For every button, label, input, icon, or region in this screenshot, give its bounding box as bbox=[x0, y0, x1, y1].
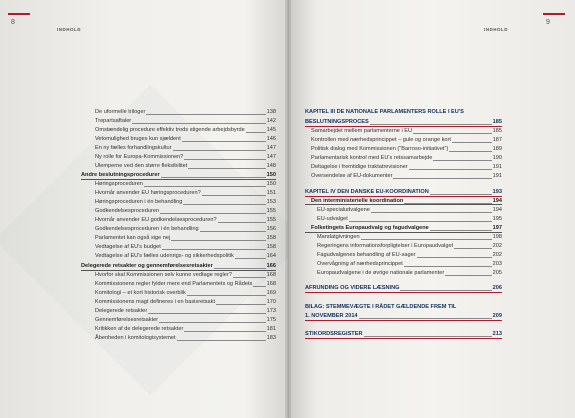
running-head: INDHOLD bbox=[57, 27, 81, 32]
toc-entry bbox=[305, 174, 502, 180]
toc-entry bbox=[81, 309, 276, 315]
toc-leader-line bbox=[452, 142, 492, 143]
toc-entry bbox=[305, 138, 502, 144]
toc-leader-line bbox=[214, 268, 266, 269]
toc-entry-page: 181 bbox=[266, 326, 276, 332]
toc-leader-line bbox=[148, 313, 265, 314]
toc-leader-line bbox=[449, 151, 491, 152]
toc-entry-title: Kommissionens regler fylder mere end Parlamentets og Rådets bbox=[95, 281, 253, 287]
toc-entry-title: Fagudvalgenes behandling af EU-sager bbox=[317, 252, 416, 258]
toc-entry-title: De uformelle triloger bbox=[95, 109, 146, 115]
toc-entry-title: Godkendelsesproceduren i én behandling bbox=[95, 226, 199, 232]
toc-entry bbox=[81, 227, 276, 233]
toc-entry-title: EU-udvalget bbox=[317, 216, 348, 222]
toc-entry-page: 206 bbox=[492, 285, 502, 291]
toc-leader-line bbox=[235, 258, 266, 259]
toc-entry bbox=[81, 209, 276, 215]
toc-entry-page: 150 bbox=[266, 181, 276, 187]
toc-entry-title: Regeringens informationsforpligtelser i Europaudvalget bbox=[317, 243, 454, 249]
toc-entry-title: Ulemperne ved den større fleksibilitet bbox=[95, 163, 188, 169]
toc-entry-title: KAPITEL III DE NATIONALE PARLAMENTERS ROLLE I EU'S bbox=[305, 109, 464, 115]
toc-leader-line bbox=[409, 169, 492, 170]
toc-leader-line bbox=[393, 178, 491, 179]
toc-entry-page: 193 bbox=[492, 189, 502, 195]
toc-entry-page: 202 bbox=[492, 243, 502, 249]
toc-entry-page: 195 bbox=[492, 216, 502, 222]
toc-leader-line bbox=[183, 204, 265, 205]
toc-entry-page: 190 bbox=[492, 155, 502, 161]
toc-entry bbox=[81, 327, 276, 333]
toc-leader-line bbox=[202, 195, 266, 196]
toc-entry bbox=[81, 146, 276, 152]
toc-leader-line bbox=[188, 168, 265, 169]
toc-entry-title: Politisk dialog med Kommissionen ("Barroso-initiativet") bbox=[311, 146, 449, 152]
toc-entry-title: Godkendelsesproceduren bbox=[95, 208, 160, 214]
toc-entry-title: BESLUTNINGSPROCES bbox=[305, 119, 369, 125]
toc-entry-title: Høringsproceduren bbox=[95, 181, 143, 187]
toc-entry-title: Vetomulighed bruges kun sjældent bbox=[95, 136, 181, 142]
toc-entry-title: Gennemførelsesretsakter bbox=[95, 317, 159, 323]
toc-entry-page: 168 bbox=[266, 272, 276, 278]
page-number: 8 bbox=[11, 19, 15, 26]
toc-entry-title: Samarbejdet mellem parlamenterne i EU bbox=[311, 128, 413, 134]
toc-entry bbox=[81, 300, 276, 306]
toc-entry-page: 209 bbox=[492, 313, 502, 319]
toc-entry-title: Europaudvalgene i de øvrige nationale parlamenter bbox=[317, 270, 445, 276]
toc-entry bbox=[81, 128, 276, 134]
toc-entry bbox=[305, 271, 502, 277]
toc-entry-page: 194 bbox=[492, 198, 502, 204]
toc-entry-title: 1. NOVEMBER 2014 bbox=[305, 313, 358, 319]
toc-entry bbox=[305, 147, 502, 153]
toc-entry-page: 203 bbox=[492, 261, 502, 267]
toc-entry-page: 158 bbox=[266, 244, 276, 250]
toc-entry bbox=[81, 218, 276, 224]
toc-entry-page: 175 bbox=[266, 317, 276, 323]
toc-entry-page: 153 bbox=[266, 199, 276, 205]
toc-rule bbox=[305, 232, 502, 233]
toc-entry-title: STIKORDSREGISTER bbox=[305, 331, 363, 337]
toc-entry-page: 213 bbox=[492, 331, 502, 337]
toc-entry-title: Parlamentarisk kontrol med EU's retssamarbejde bbox=[311, 155, 433, 161]
toc-leader-line bbox=[184, 331, 265, 332]
toc-leader-line bbox=[184, 159, 265, 160]
toc-entry-title: Vedtagelse af EU's budget bbox=[95, 244, 161, 250]
toc-entry-page: 142 bbox=[266, 118, 276, 124]
toc-entry-page: 168 bbox=[266, 281, 276, 287]
toc-entry bbox=[305, 226, 502, 232]
toc-entry-title: Deltagelse i fremtidige traktatrevisioner bbox=[311, 164, 408, 170]
toc-entry-title: Kommissionens magt defineres i en basisretsakt bbox=[95, 299, 216, 305]
toc-entry bbox=[305, 129, 502, 135]
toc-entry bbox=[81, 254, 276, 260]
toc-entry-title: Overvågning af nærhedsprincippet bbox=[317, 261, 403, 267]
toc-leader-line bbox=[359, 318, 492, 319]
toc-entry bbox=[81, 273, 276, 279]
toc-entry-title: Hvornår anvender EU godkendelsesproceduren? bbox=[95, 217, 217, 223]
page-number: 9 bbox=[546, 19, 550, 26]
toc-entry-page: 189 bbox=[492, 146, 502, 152]
toc-entry bbox=[305, 217, 502, 223]
toc-entry bbox=[81, 264, 276, 270]
toc-entry bbox=[305, 110, 502, 116]
toc-rule bbox=[81, 270, 276, 271]
toc-entry-page: 197 bbox=[492, 225, 502, 231]
toc-entry-page: 156 bbox=[266, 226, 276, 232]
toc-entry-title: Vedtagelse af EU's fælles udenrigs- og sikkerhedspolitik bbox=[95, 253, 234, 259]
toc-entry bbox=[81, 282, 276, 288]
toc-entry bbox=[81, 182, 276, 188]
toc-entry-page: 164 bbox=[266, 253, 276, 259]
toc-leader-line bbox=[433, 160, 491, 161]
toc-entry-page: 148 bbox=[266, 163, 276, 169]
toc-leader-line bbox=[160, 213, 266, 214]
toc-leader-line bbox=[430, 194, 492, 195]
toc-entry-title: Åbenheden i komitologisystemet bbox=[95, 335, 176, 341]
toc-leader-line bbox=[233, 277, 266, 278]
toc-entry bbox=[305, 235, 502, 241]
toc-rule bbox=[305, 338, 502, 339]
toc-entry-title: Delegerede retsakter og gennemførelsesretsakter bbox=[81, 263, 213, 269]
toc-entry-title: Andre beslutningsprocedurer bbox=[81, 172, 160, 178]
toc-entry-title: Hvorfor skal Kommissionen selv kunne vedtage regler? bbox=[95, 272, 232, 278]
toc-entry bbox=[81, 291, 276, 297]
toc-entry-page: 155 bbox=[266, 208, 276, 214]
toc-entry-title: Kritikken af de delegerede retsakter bbox=[95, 326, 184, 332]
toc-entry-title: Delegerede retsakter bbox=[95, 308, 148, 314]
toc-leader-line bbox=[216, 304, 266, 305]
toc-leader-line bbox=[246, 132, 266, 133]
toc-entry-page: 185 bbox=[492, 119, 502, 125]
toc-entry-title: Mandatgivningen bbox=[317, 234, 360, 240]
toc-leader-line bbox=[253, 286, 265, 287]
toc-rule bbox=[305, 320, 502, 321]
toc-leader-line bbox=[417, 257, 492, 258]
toc-entry-title: KAPITEL IV DEN DANSKE EU-KOORDINATION bbox=[305, 189, 429, 195]
toc-rule bbox=[81, 179, 276, 180]
toc-entry-title: Omstændelig procedure effektiv trods stigende arbejdsbyrde bbox=[95, 127, 245, 133]
toc-entry bbox=[305, 156, 502, 162]
toc-entry-page: 173 bbox=[266, 308, 276, 314]
toc-entry-title: Den interministerielle koordination bbox=[311, 198, 404, 204]
toc-leader-line bbox=[218, 222, 266, 223]
toc-entry bbox=[305, 262, 502, 268]
toc-entry bbox=[81, 336, 276, 342]
toc-entry bbox=[81, 318, 276, 324]
toc-entry-page: 145 bbox=[266, 127, 276, 133]
toc-entry bbox=[81, 155, 276, 161]
toc-entry bbox=[305, 305, 502, 311]
toc-entry-page: 147 bbox=[266, 154, 276, 160]
toc-entry-page: 169 bbox=[266, 290, 276, 296]
toc-entry bbox=[305, 253, 502, 259]
toc-entry bbox=[81, 200, 276, 206]
toc-entry-page: 146 bbox=[266, 136, 276, 142]
toc-entry-page: 194 bbox=[492, 207, 502, 213]
toc-entry-page: 185 bbox=[492, 128, 502, 134]
toc-leader-line bbox=[173, 150, 266, 151]
toc-leader-line bbox=[361, 239, 492, 240]
toc-leader-line bbox=[162, 249, 266, 250]
toc-entry-page: 205 bbox=[492, 270, 502, 276]
right-page bbox=[288, 0, 575, 418]
toc-entry bbox=[81, 119, 276, 125]
toc-entry-title: Parlamentet kan også sige nej bbox=[95, 235, 171, 241]
toc-entry-title: Folketingets Europaudvalg og fagudvalgene bbox=[311, 225, 429, 231]
toc-leader-line bbox=[187, 295, 266, 296]
toc-entry bbox=[81, 236, 276, 242]
toc-entry bbox=[305, 314, 502, 320]
toc-entry bbox=[81, 191, 276, 197]
toc-leader-line bbox=[182, 141, 266, 142]
toc-leader-line bbox=[454, 248, 491, 249]
toc-entry bbox=[305, 120, 502, 126]
toc-entry-page: 158 bbox=[266, 235, 276, 241]
toc-entry-title: Hvornår anvender EU høringsproceduren? bbox=[95, 190, 201, 196]
toc-entry bbox=[305, 332, 502, 338]
toc-leader-line bbox=[404, 266, 492, 267]
toc-entry bbox=[305, 190, 502, 196]
toc-entry bbox=[81, 245, 276, 251]
toc-entry bbox=[81, 137, 276, 143]
toc-leader-line bbox=[144, 186, 266, 187]
toc-entry-title: EU-specialudvalgene bbox=[317, 207, 370, 213]
toc-leader-line bbox=[171, 240, 265, 241]
toc-leader-line bbox=[400, 290, 491, 291]
toc-entry bbox=[305, 286, 502, 292]
toc-entry-title: Oversendelse af EU-dokumenter bbox=[311, 173, 393, 179]
toc-leader-line bbox=[177, 340, 266, 341]
toc-entry-page: 191 bbox=[492, 164, 502, 170]
toc-entry bbox=[305, 165, 502, 171]
toc-leader-line bbox=[200, 231, 266, 232]
toc-entry-page: 191 bbox=[492, 173, 502, 179]
toc-leader-line bbox=[161, 177, 266, 178]
toc-entry-page: 151 bbox=[266, 190, 276, 196]
toc-entry-page: 187 bbox=[492, 137, 502, 143]
toc-rule bbox=[305, 196, 502, 197]
toc-leader-line bbox=[413, 133, 492, 134]
toc-entry bbox=[305, 208, 502, 214]
toc-entry-page: 155 bbox=[266, 217, 276, 223]
toc-entry-page: 150 bbox=[266, 172, 276, 178]
toc-entry-title: Ny rolle for Europa-Kommissionen? bbox=[95, 154, 184, 160]
toc-entry-page: 202 bbox=[492, 252, 502, 258]
toc-entry bbox=[81, 164, 276, 170]
toc-entry-title: Komitologi – et kort historisk overblik bbox=[95, 290, 186, 296]
toc-entry-title: En ny fælles forhandlingskultur bbox=[95, 145, 172, 151]
toc-rule bbox=[305, 292, 502, 293]
toc-entry-page: 166 bbox=[266, 263, 276, 269]
toc-entry-page: 147 bbox=[266, 145, 276, 151]
toc-leader-line bbox=[159, 322, 266, 323]
toc-entry-page: 198 bbox=[492, 234, 502, 240]
toc-leader-line bbox=[132, 123, 265, 124]
toc-rule bbox=[305, 126, 502, 127]
toc-entry-title: Trepartsaftaler bbox=[95, 118, 132, 124]
toc-entry-page: 138 bbox=[266, 109, 276, 115]
toc-entry-page: 170 bbox=[266, 299, 276, 305]
toc-leader-line bbox=[146, 114, 265, 115]
page-marker-bar bbox=[543, 13, 565, 15]
toc-leader-line bbox=[349, 221, 492, 222]
toc-entry-page: 183 bbox=[266, 335, 276, 341]
toc-entry bbox=[305, 244, 502, 250]
toc-entry-title: AFRUNDING OG VIDERE LÆSNING bbox=[305, 285, 400, 291]
toc-entry bbox=[81, 110, 276, 116]
book-gutter bbox=[285, 0, 291, 418]
toc-leader-line bbox=[430, 230, 492, 231]
running-head: INDHOLD bbox=[484, 27, 508, 32]
toc-leader-line bbox=[371, 212, 492, 213]
toc-leader-line bbox=[370, 124, 492, 125]
toc-leader-line bbox=[445, 275, 491, 276]
toc-entry-title: Høringsproceduren i én behandling bbox=[95, 199, 183, 205]
toc-entry-title: BILAG: STEMMEVÆGTE I RÅDET GÆLDENDE FREM TIL bbox=[305, 304, 457, 310]
page-marker-bar bbox=[8, 13, 30, 15]
toc-entry bbox=[81, 173, 276, 179]
toc-entry-title: Kontrollen med nærhedsprincippet – gule og orange kort bbox=[311, 137, 451, 143]
toc-rule bbox=[305, 204, 502, 205]
toc-leader-line bbox=[364, 336, 492, 337]
